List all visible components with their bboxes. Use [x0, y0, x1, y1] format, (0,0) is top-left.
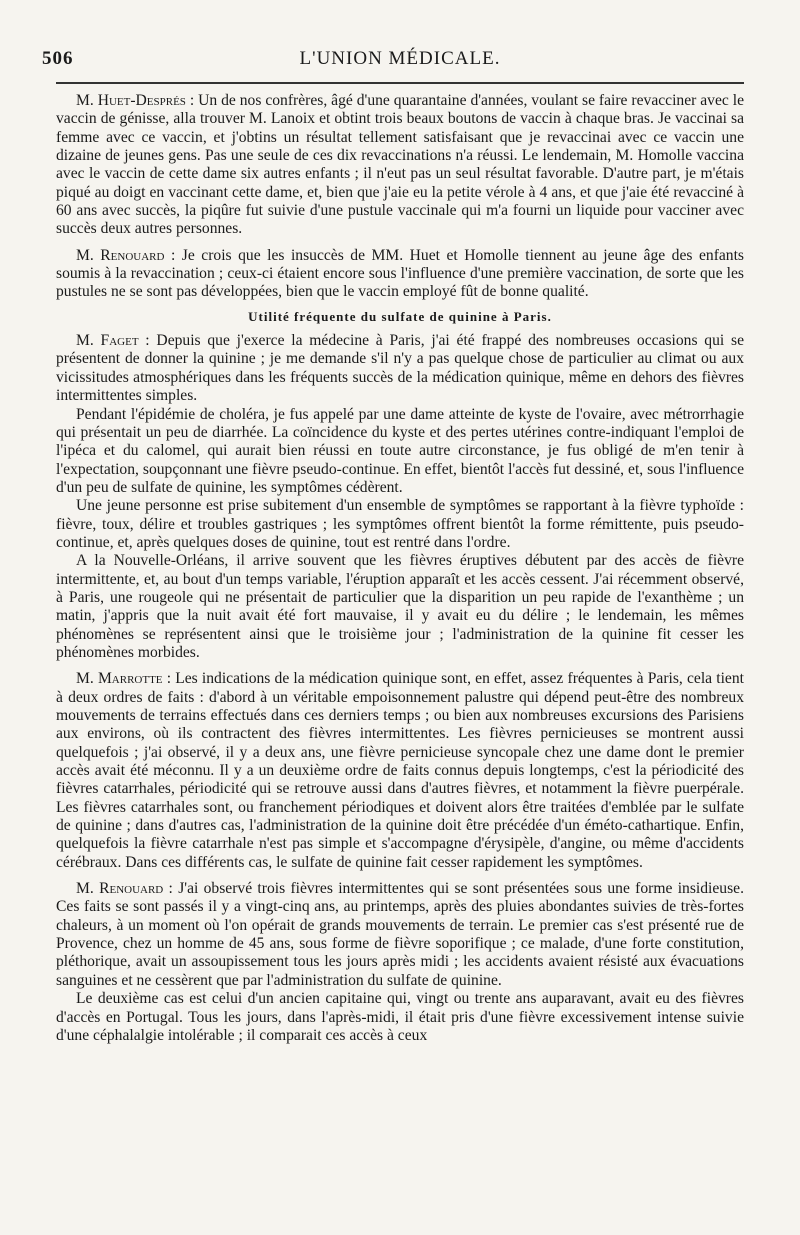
paragraph-text: Je crois que les insuccès de MM. Huet et Homolle tiennent au jeune âge des enfants soumis à la revaccination ; ceux-ci étaient encore sous l'influence d'une première vaccination, de sorte que les pustules ne se sont pas développées, bien que le vaccin employé fût de bonne qualité.	[56, 246, 745, 301]
journal-title: L'UNION MÉDICALE.	[299, 48, 501, 69]
speaker-name: M. Renouard :	[76, 246, 176, 264]
paragraph-text: Pendant l'épidémie de choléra, je fus appelé par une dame atteinte de kyste de l'ovaire, avec métrorrhagie qui présentait un peu de diarrhée. La coïncidence du kyste et des pertes utérines contre-indiquant l'emploi de l'ipéca et du calomel, qui aurait bien réussi en toute autre circonstance, je fus obligé de m'en tenir à l'expectation, soupçonnant une fièvre pseudo-continue. En effet, bientôt l'accès fut dessiné, et, sous l'influence d'un peu de sulfate de quinine, les symptômes cédèrent.	[56, 405, 744, 496]
paragraph	[56, 332, 744, 405]
paragraph	[56, 552, 744, 662]
paragraph-text: Les indications de la médication quinique sont, en effet, assez fréquentes à Paris, cela tient à deux ordres de faits : d'abord à un véritable empoisonnement palustre qui dépend peut-être des nombreux mouvements de terrains effectués dans ces derniers temps ; ou bien aux nombreuses excursions des Parisiens aux environs, où ils contractent des fièvres intermittentes. Les fièvres pernicieuses se montrent aussi quelquefois ; j'ai observé, il y a deux ans, une fièvre pernicieuse syncopale chez une dame dont le premier accès avait été méconnu. Il y a un deuxième ordre de faits connus depuis longtemps, c'est la périodicité des fièvres catarrhales, périodicité qui se retrouve aussi dans d'autres fièvres, et notamment la fièvre puerpérale. Les fièvres catarrhales sont, ou franchement périodiques et doivent alors être traitées d'emblée par le sulfate de quinine ; dans d'autres cas, l'administration de la quinine doit être précédée d'un éméto-cathartique. Enfin, quelquefois la fièvre catarrhale n'est pas simple et s'accompagne d'érysipèle, d'angine, ou même d'accidents cérébraux. Dans ces différents cas, le sulfate de quinine fait cesser rapidement les symptômes.	[56, 670, 744, 871]
paragraph-text: Un de nos confrères, âgé d'une quarantaine d'années, voulant se faire revacciner avec le vaccin de génisse, alla trouver M. Lanoix et obtint trois beaux boutons de vaccin à chaque bras. Je vaccinai sa femme avec ce vaccin, et j'obtins un résultat tellement satisfaisant que je revaccinai avec ce vaccin une dizaine de jeunes gens. Pas une seule de ces dix revaccinations n'a réussi. Le lendemain, M. Homolle vaccina avec le vaccin de cette dame six autres enfants ; il n'eut pas un seul résultat favorable. D'autre part, je m'étais piqué au doigt en vaccinant cette dame, et, bien que j'aie eu la petite vérole à 4 ans, et que j'aie été revacciné à 60 ans avec succès, la piqûre fut suivie d'une pustule vaccinale qui m'a fourni un liquide pour vacciner avec succès deux autres personnes.	[56, 92, 744, 238]
paragraph	[56, 406, 744, 498]
article-body	[56, 92, 744, 1045]
paragraph	[56, 92, 744, 239]
speaker-name: M. Renouard :	[76, 880, 173, 898]
section-heading: Utilité fréquente du sulfate de quinine à Paris.	[248, 308, 552, 324]
speaker-name: M. Marrotte :	[76, 670, 172, 688]
page-header	[42, 42, 744, 72]
speaker-name: M. Huet-Després :	[76, 92, 195, 109]
header-rule	[56, 82, 744, 84]
paragraph-text: Une jeune personne est prise subitement d'un ensemble de symptômes se rapportant à la fièvre typhoïde : fièvre, toux, délire et troubles gastriques ; les symptômes offrent bientôt la forme rémittente, puis pseudo-continue, et, après quelques doses de quinine, tout est rentré dans l'ordre.	[56, 497, 744, 551]
paragraph-text: J'ai observé trois fièvres intermittentes qui se sont présentées sous une forme insidieuse. Ces faits se sont passés il y a vingt-cinq ans, au printemps, après des pluies abondantes suivies de très-fortes chaleurs, à un moment où l'on opérait de grands mouvements de terrain. Le premier cas s'est présenté rue de Provence, chez un homme de 45 ans, sous forme de fièvre soporifique ; ce malade, d'une forte constitution, pléthorique, avait un assoupissement tous les jours après midi ; les accidents avaient résisté aux évacuations sanguines et ne cessèrent que par l'administration du sulfate de quinine.	[56, 880, 744, 989]
speaker-name: M. Faget :	[76, 332, 150, 350]
page-number: 506	[42, 48, 74, 69]
paragraph	[56, 497, 744, 552]
paragraph	[56, 247, 744, 302]
paragraph-text: A la Nouvelle-Orléans, il arrive souvent que les fièvres éruptives débutent par des accès de fièvre intermittente, et, au bout d'un temps variable, l'éruption apparaît et les accès cessent. J'ai récemment observé, à Paris, une rougeole qui ne présentait de particulier que la disparition un peu rapide de l'exanthème ; un matin, j'appris que la nuit avait été fort mauvaise, il y avait eu du délire ; le lendemain, les mêmes phénomènes se représentent ainsi que le troisième jour ; l'administration de la quinine fit cesser les phénomènes morbides.	[56, 552, 744, 661]
paragraph-text: Le deuxième cas est celui d'un ancien capitaine qui, vingt ou trente ans auparavant, avait eu des fièvres d'accès en Portugal. Tous les jours, dans l'après-midi, il était pris d'une fièvre excessivement intense suivie d'une céphalalgie intolérable ; il comparait ces accès à ceux	[56, 990, 744, 1044]
paragraph	[56, 670, 744, 872]
paragraph	[56, 880, 744, 990]
paragraph	[56, 990, 744, 1045]
paragraph-text: Depuis que j'exerce la médecine à Paris, j'ai été frappé des nombreuses occasions qui se présentent de donner la quinine ; je me demande s'il n'y a pas quelque chose de particulier au climat ou aux vicissitudes atmosphériques dans les fréquents succès de la médication quinique, même en dehors des fièvres intermittentes simples.	[56, 332, 744, 405]
